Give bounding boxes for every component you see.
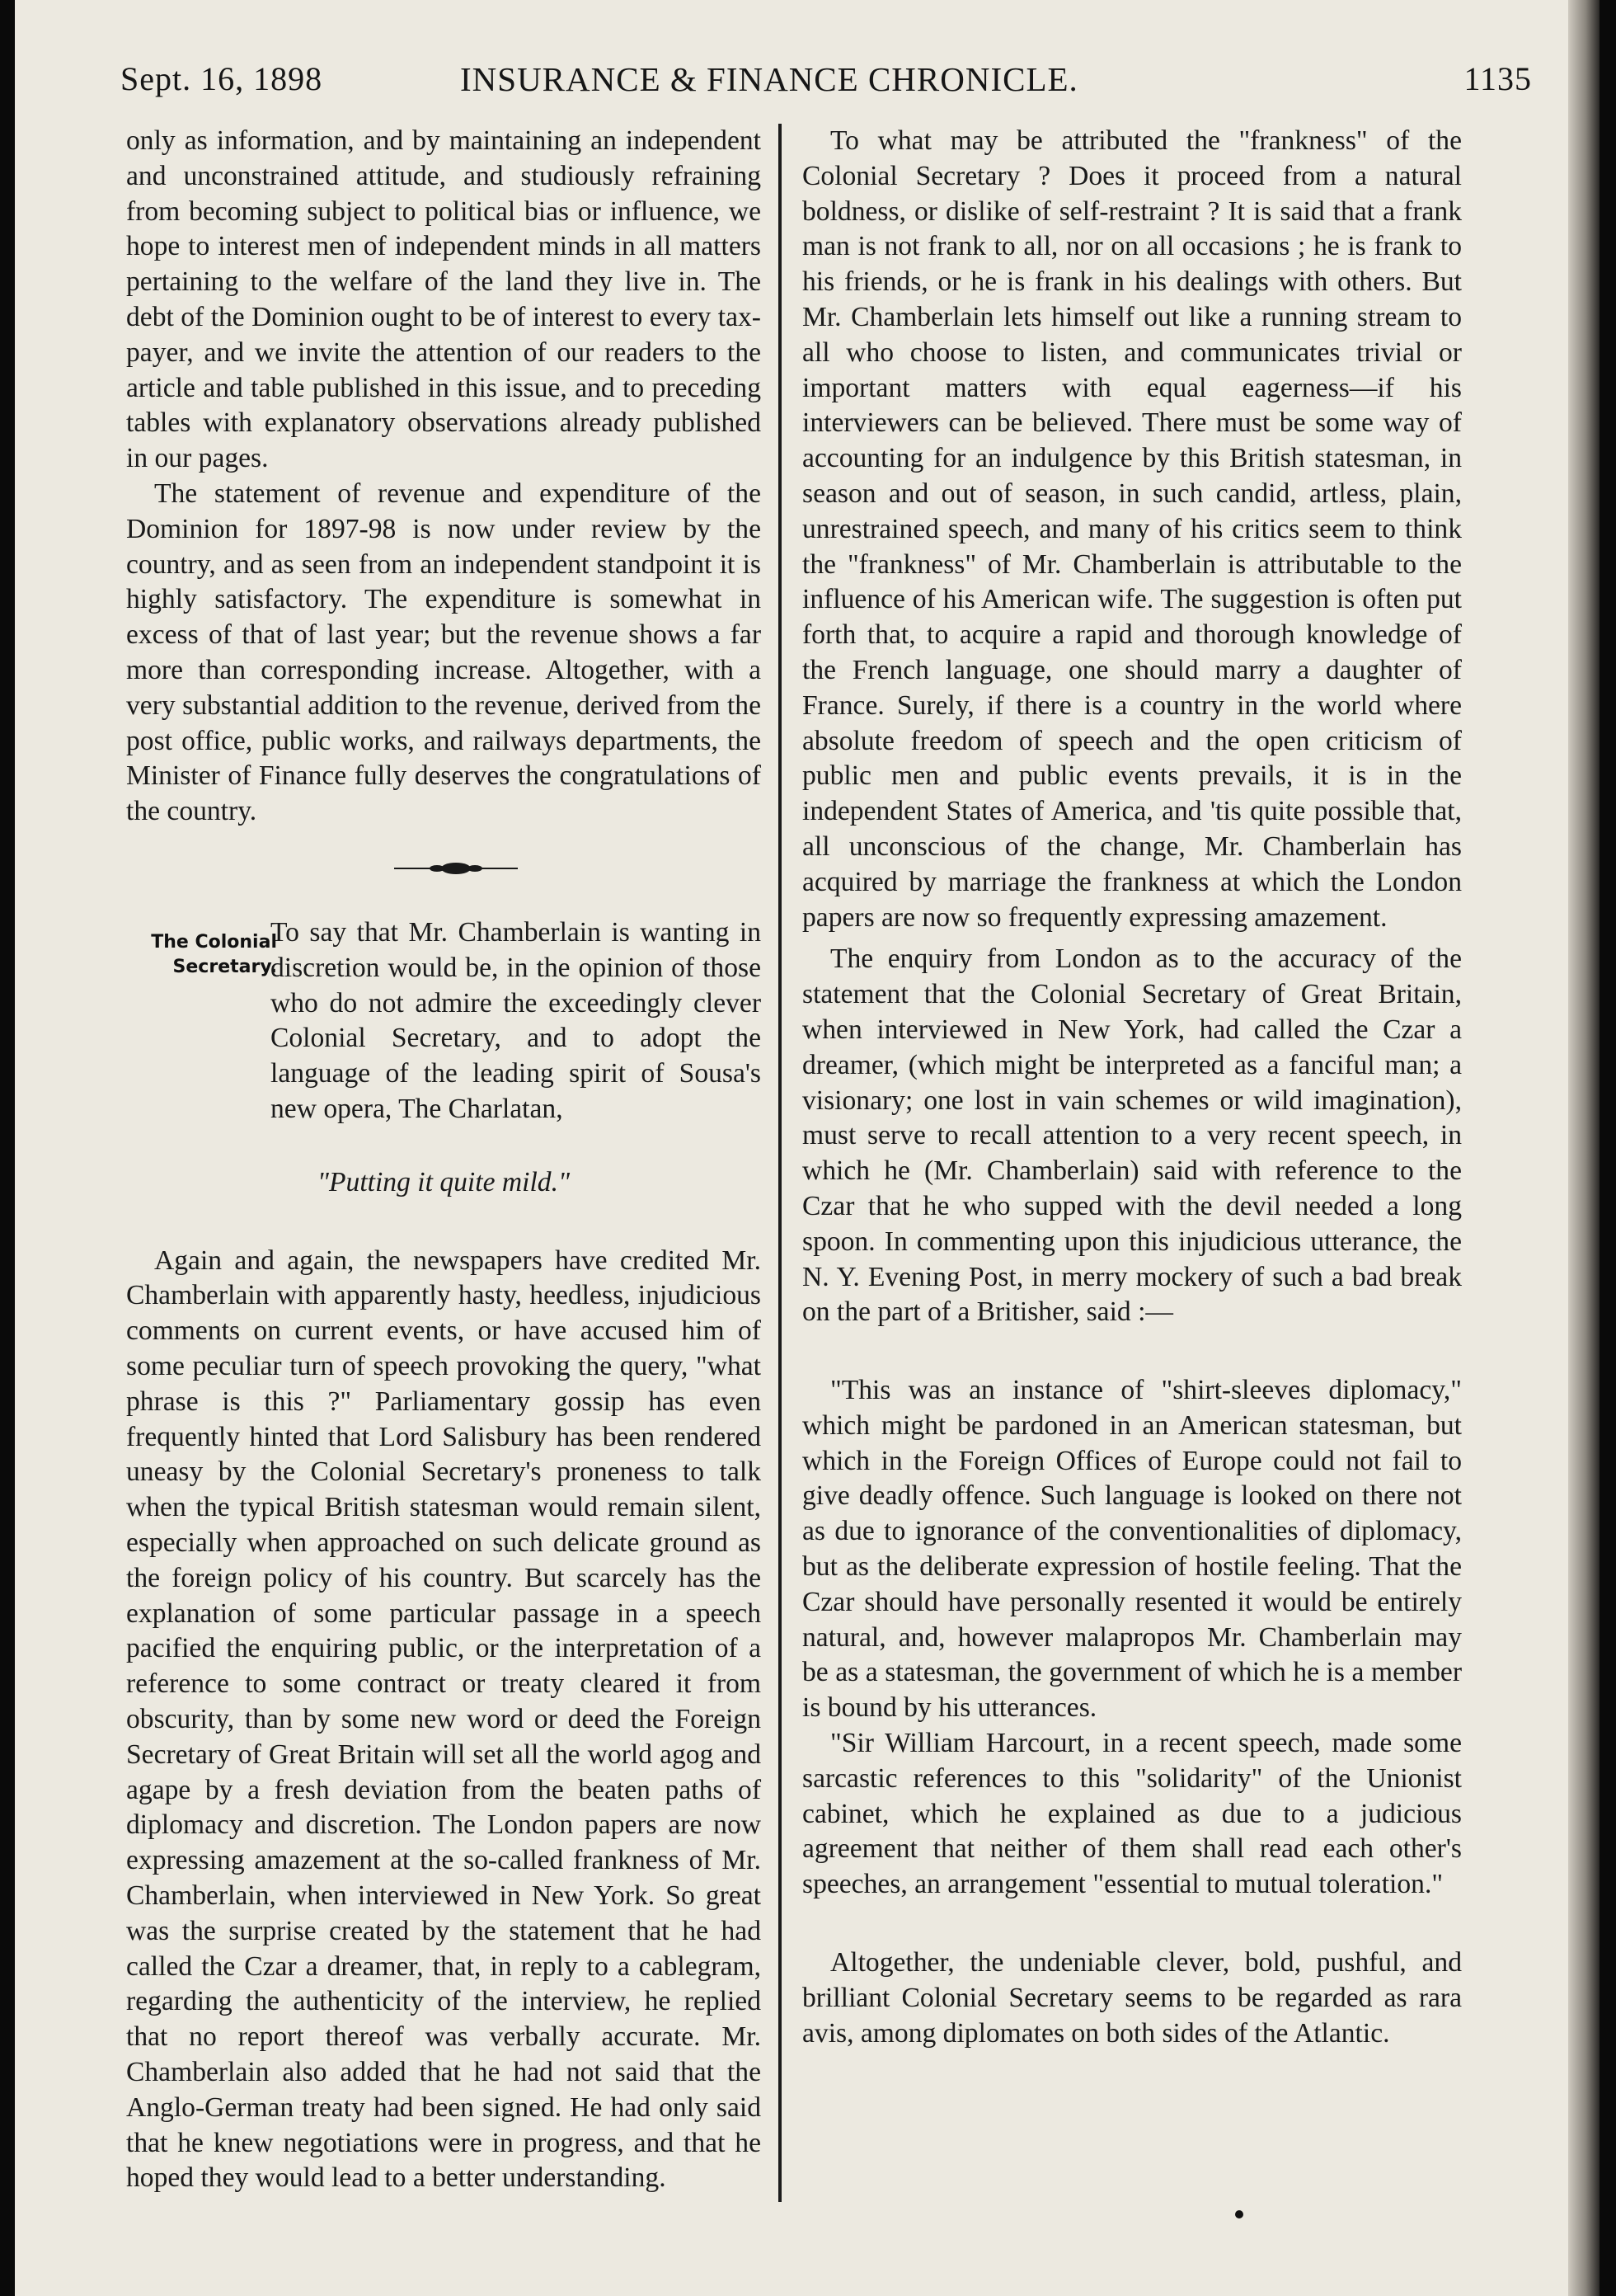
right-paragraph-1: To what may be attributed the "frankness" of the Colonial Secretary ? Does it proceed from a natural boldness, or dislike of self-restraint ? It is said that a frank man is not frank to all, nor on all occasions ; he is frank to his friends, or he is frank in his dealings with others. But Mr. Chamberlain lets himself out like a running stream to all who choose to listen, and communicates trivial or important matters with equal eagerness—if his interviewers can be believed. There must be some way of accounting for an indulgence by this British statesman, in season and out of season, in such candid, artless, plain, unrestrained speech, and many of his critics seem to think the "frankness" of Mr. Chamberlain is attributable to the influence of his American wife. The suggestion is often put forth that, to acquire a rapid and thorough knowledge of the French language, one should marry a daughter of France. Surely, if there is a country in the world where absolute freedom of speech and the open criticism of public men and public events prevails, it is in the independent States of America, and 'tis quite possible that, all unconscious of the change, Mr. Chamberlain has acquired by marriage the frankness at which the London papers are now so frequently expressing amazement. [802, 125, 1462, 933]
right-quote-1: "This was an instance of "shirt-sleeves diplomacy," which might be pardoned in an American statesman, but which in the Foreign Offices of Europe could not fail to give deadly offence. Such language is looked on there not as due to ignorance of the conventionalities of diplomacy, but as the deliberate expression of hostile feeling. That the Czar should have personally resented it would be entirely natural, and, however malapropos Mr. Chamberlain may be as a statesman, the government of which he is a member is bound by his utterances. [802, 1375, 1462, 1724]
page-edge-shadow [1568, 0, 1600, 2296]
end-mark-dot [1235, 2210, 1243, 2218]
header-date: Sept. 16, 1898 [120, 60, 323, 97]
header-title: INSURANCE & FINANCE CHRONICLE. [460, 60, 1078, 98]
left-paragraph-1: only as information, and by maintaining an independent and unconstrained attitude, and studiously refraining from becoming subject to political bias or influence, we hope to interest men of independent minds in all matters pertaining to the welfare of the land they live in. The debt of the Dominion ought to be of interest to every tax-payer, and we invite the attention of our readers to the article and table published in this issue, and to preceding tables with explanatory observations already published in our pages. [126, 125, 761, 474]
left-paragraph-2: The statement of revenue and expenditure of the Dominion for 1897-98 is now under review by the country, and as seen from an independent standpoint it is highly satisfactory. The expenditure is somewhat in excess of that of last year; but the revenue shows a far more than corresponding increase. Altogether, with a very substantial addition to the revenue, derived from the post office, public works, and railways departments, the Minister of Finance fully deserves the congratulations of the country. [126, 478, 761, 827]
right-column [802, 124, 1462, 2051]
section-divider-ornament [394, 856, 518, 881]
header-page-number: 1135 [1463, 60, 1532, 97]
sidehead-line-2: Secretary. [172, 957, 277, 977]
left-column [126, 124, 761, 830]
right-paragraph-2: The enquiry from London as to the accuracy of the statement that the Colonial Secretary of Great Britain, when interviewed in New York, had called the Czar a dreamer, (which might be interpreted as a fanciful man; a visionary; one lost in vain schemes or wild imagination), must serve to recall attention to a very recent speech, in which he (Mr. Chamberlain) said with reference to the Czar that he who supped with the devil needed a long spoon. In commenting upon this injudicious utterance, the N. Y. Evening Post, in merry mockery of such a bad break on the part of a Britisher, said :— [802, 943, 1462, 1328]
right-paragraph-3: Altogether, the undeniable clever, bold, pushful, and brilliant Colonial Secretary seems to be regarded as rara avis, among diplomates on both sides of the Atlantic. [802, 1947, 1462, 2049]
section-colonial-secretary [126, 915, 761, 2196]
sidehead-line-1: The Colonial [151, 932, 277, 953]
page-header [106, 59, 1532, 109]
newspaper-page [15, 0, 1600, 2296]
column-rule [778, 124, 782, 2202]
quote-caption: "Putting it quite mild." [317, 1166, 571, 1197]
section-paragraph-1: To say that Mr. Chamberlain is wanting in discretion would be, in the opinion of those who do not admire the exceedingly clever Colonial Secretary, and to adopt the language of the leading spirit of Sousa's new opera, The Charlatan, [270, 917, 761, 1124]
right-quote-2: "Sir William Harcourt, in a recent speech, made some sarcastic references to this "solidarity" of the Unionist cabinet, which he explained as due to a judicious agreement that neither of them shall read each other's speeches, an arrangement "essential to mutual toleration." [802, 1728, 1462, 1900]
section-paragraph-2: Again and again, the newspapers have credited Mr. Chamberlain with apparently hasty, heedless, injudicious comments on current events, or have accused him of some peculiar turn of speech provoking the query, "what phrase is this ?" Parliamentary gossip has even frequently hinted that Lord Salisbury has been rendered uneasy by the Colonial Secretary's proneness to talk when the typical British statesman would remain silent, especially when approached on such delicate ground as the foreign policy of his country. But scarcely has the explanation of some particular passage in a speech pacified the enquiring public, or the interpretation of a reference to some contract or treaty cleared it from obscurity, than by some new word or deed the Foreign Secretary of Great Britain will set all the world agog and agape by a fresh deviation from the beaten paths of diplomacy and discretion. The London papers are now expressing amazement at the so-called frankness of Mr. Chamberlain, when interviewed in New York. So great was the surprise created by the statement that he had called the Czar a dreamer, that, in reply to a cablegram, regarding the authenticity of the interview, he replied that no report thereof was verbally accurate. Mr. Chamberlain also added that he had not said that the Anglo-German treaty had been signed. He had only said that he knew negotiations were in progress, and that he hoped they would lead to a better understanding. [126, 1244, 761, 2194]
